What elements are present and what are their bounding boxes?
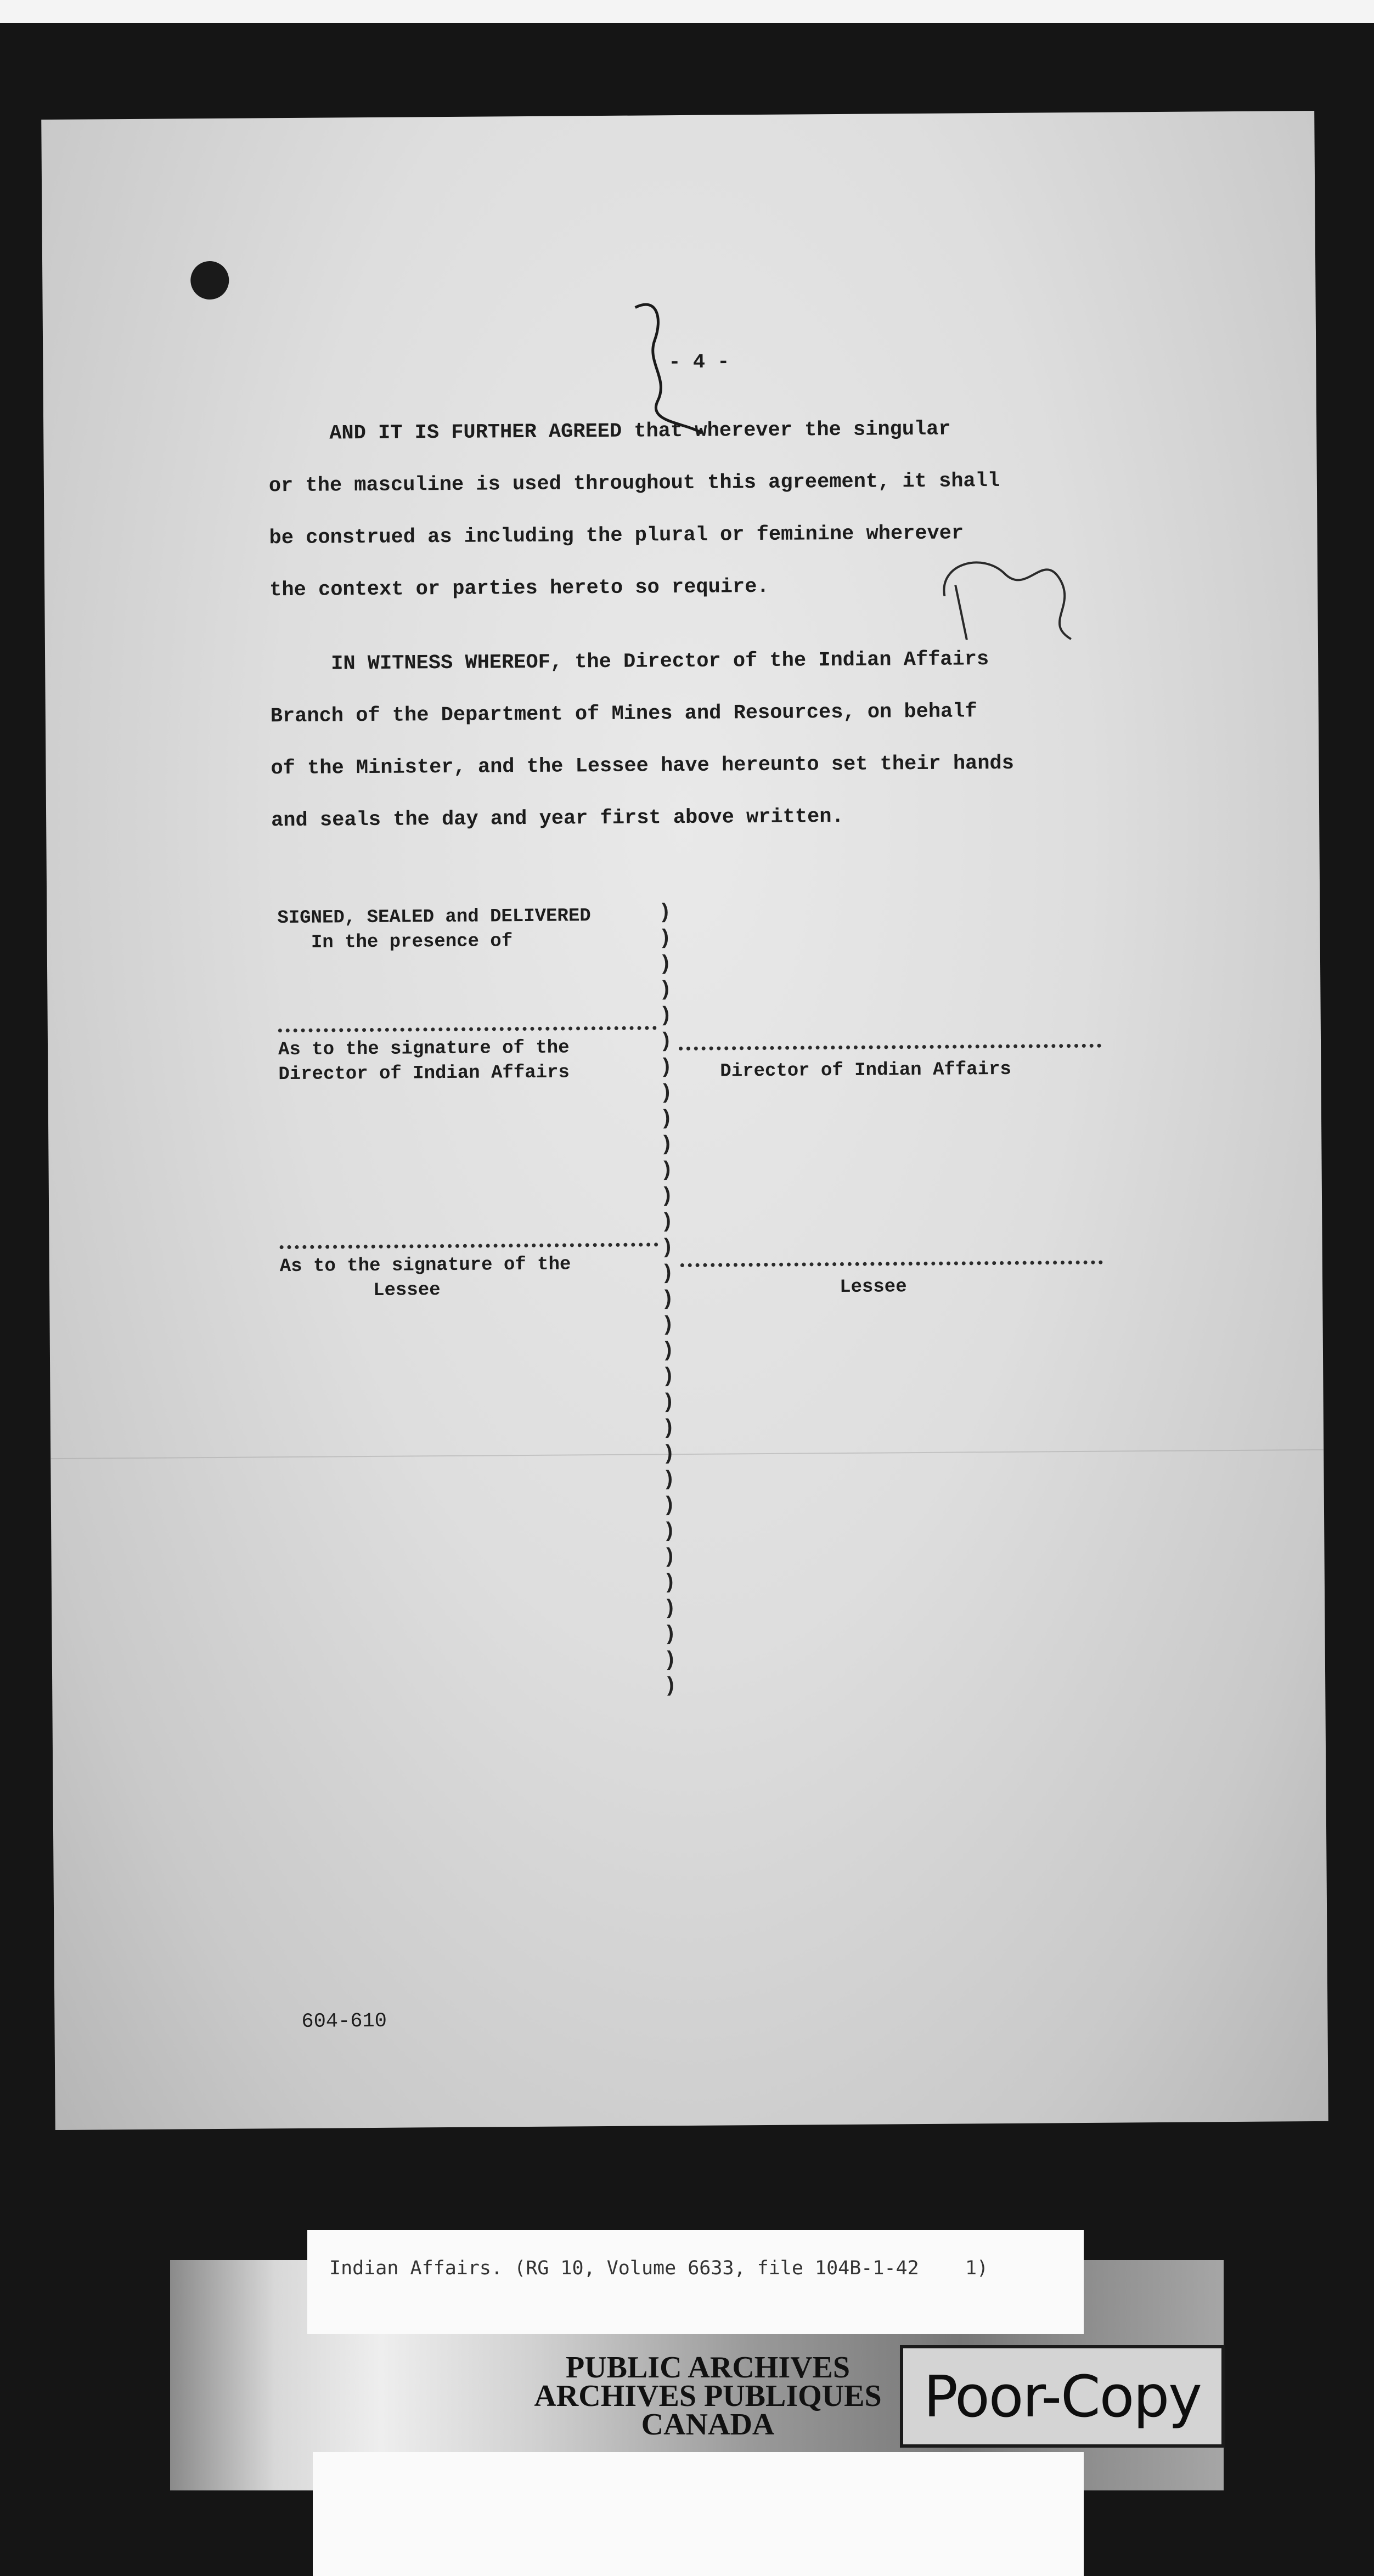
lessee-witness-label-2: Lessee: [373, 1280, 441, 1301]
page-number: - 4 -: [668, 351, 730, 375]
institution-line-1: PUBLIC ARCHIVES: [565, 2351, 851, 2385]
film-top-edge: [0, 0, 1374, 23]
director-witness-label-2: Director of Indian Affairs: [278, 1062, 570, 1086]
punch-hole: [190, 261, 229, 300]
paragraph-1-line-3: be construed as including the plural or feminine wherever: [269, 522, 964, 550]
institution-line-3: CANADA: [641, 2408, 775, 2442]
lessee-witness-signature-line: [280, 1242, 658, 1249]
blank-card: [313, 2452, 1084, 2576]
archive-label-area: [0, 2227, 1374, 2576]
paragraph-2-line-2: Branch of the Department of Mines and Resources, on behalf: [270, 700, 977, 728]
archive-reference: Indian Affairs. (RG 10, Volume 6633, file 104B-1-42 1): [329, 2257, 989, 2279]
pen-scribble-icon: [933, 529, 1088, 646]
lessee-signature-line: [680, 1261, 1103, 1267]
director-label: Director of Indian Affairs: [720, 1059, 1012, 1082]
brace-column-1: ) ) ) ) ) ) ) ) ) ) ) ) ) ) ) ) ) ) ) ) ) ) ) ) ) ) ) ) ) ) ): [658, 901, 677, 1698]
lessee-witness-label-1: As to the signature of the: [279, 1254, 571, 1278]
director-witness-label-1: As to the signature of the: [278, 1037, 570, 1061]
poor-copy-text: Poor-Copy: [923, 2363, 1201, 2430]
archive-institution: [494, 2351, 922, 2442]
institution-line-2: ARCHIVES PUBLIQUES: [534, 2379, 882, 2413]
poor-copy-stamp: [900, 2345, 1225, 2448]
in-presence-heading: In the presence of: [277, 931, 513, 954]
paragraph-1-line-4: the context or parties hereto so require.: [269, 575, 769, 602]
lessee-label: Lessee: [840, 1276, 907, 1298]
paragraph-1-line-2: or the masculine is used throughout this agreement, it shall: [268, 469, 1000, 498]
document-reference-number: 604-610: [301, 2009, 387, 2033]
signed-sealed-heading: SIGNED, SEALED and DELIVERED: [277, 906, 591, 929]
director-signature-line: [679, 1044, 1101, 1050]
document-page: [41, 111, 1328, 2130]
pen-mark-icon: [624, 296, 713, 439]
paragraph-2-line-4: and seals the day and year first above written.: [271, 805, 844, 833]
paragraph-2-line-3: of the Minister, and the Lessee have hereunto set their hands: [271, 752, 1015, 781]
director-witness-signature-line: [278, 1026, 657, 1032]
page-fold-line: [50, 1449, 1324, 1459]
paragraph-2-line-1: IN WITNESS WHEREOF, the Director of the Indian Affairs: [270, 648, 989, 676]
paragraph-1-line-1: AND IT IS FURTHER AGREED that wherever the singular: [268, 417, 951, 446]
reference-card: [307, 2230, 1084, 2334]
